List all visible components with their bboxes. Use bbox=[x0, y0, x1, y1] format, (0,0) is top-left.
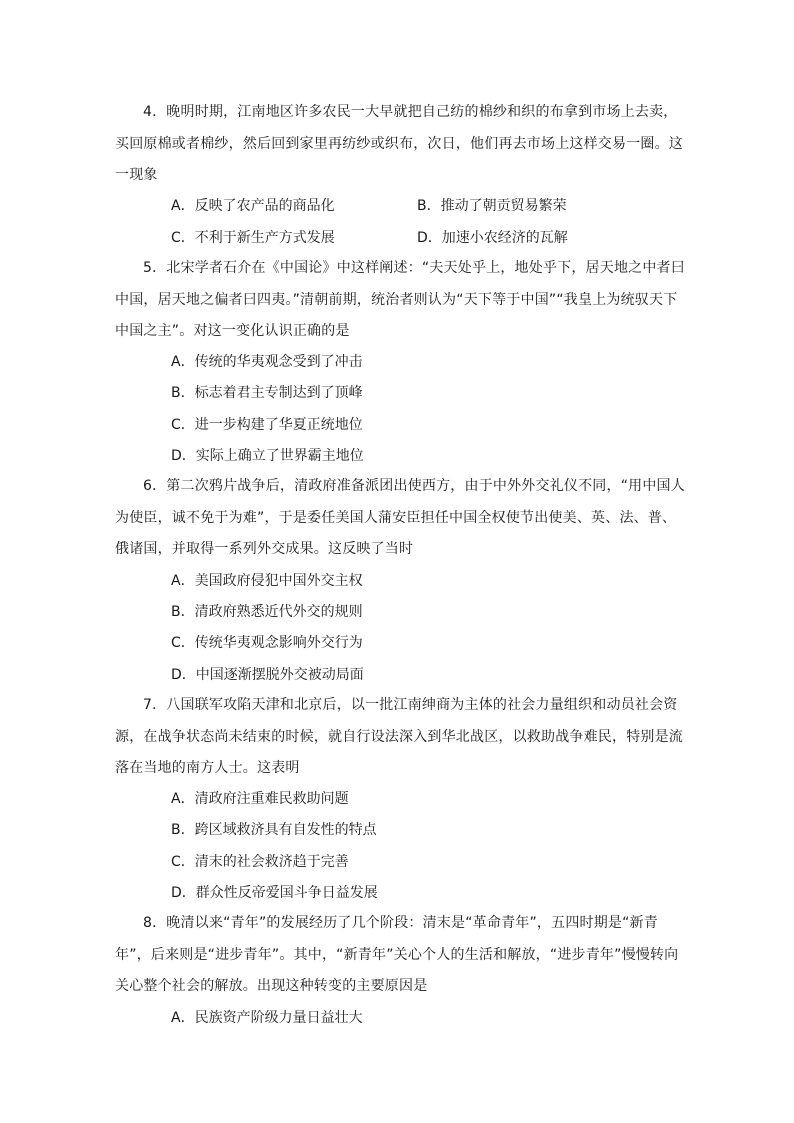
option-d: D．群众性反帝爱国斗争日益发展 bbox=[171, 885, 378, 901]
question-stem: 8．晚清以来“青年”的发展经历了几个阶段：清末是“革命青年”，五四时期是“新青年”，后来则是“进步青年”。其中，“新青年”关心个人的生活和解放，“进步青年”慢慢转向关心整个社会的解放。出现这种转变的主要原因是 bbox=[115, 915, 679, 994]
option-a: A．民族资产阶级力量日益壮大 bbox=[171, 1010, 363, 1026]
option-b: B．跨区域救济具有自发性的特点 bbox=[171, 822, 377, 838]
question-4 bbox=[115, 97, 685, 192]
question-6 bbox=[115, 471, 685, 566]
question-stem: 5．北宋学者石介在《中国论》中这样阐述：“夫天处乎上，地处乎下，居天地之中者曰中国，居天地之偏者曰四夷。”清朝前期，统治者则认为“天下等于中国”“我皇上为统驭天下中国之主”。对这一变化认识正确的是 bbox=[115, 260, 685, 339]
option-c: C．清末的社会救济趋于完善 bbox=[171, 854, 349, 870]
option-a: A．清政府注重难民救助问题 bbox=[171, 791, 349, 807]
option-a: A．美国政府侵犯中国外交主权 bbox=[171, 573, 363, 589]
question-7 bbox=[115, 690, 685, 785]
question-stem: 4．晚明时期，江南地区许多农民一大早就把自己纺的棉纱和织的布拿到市场上去卖，买回原棉或者棉纱，然后回到家里再纺纱或织布，次日，他们再去市场上这样交易一圈。这一现象 bbox=[115, 104, 683, 183]
option-d: D．实际上确立了世界霸主地位 bbox=[171, 448, 364, 464]
option-a: A．传统的华夷观念受到了冲击 bbox=[171, 354, 363, 370]
option-a: A．反映了农产品的商品化 bbox=[171, 198, 335, 214]
option-d: D．加速小农经济的瓦解 bbox=[417, 230, 568, 246]
question-stem: 6．第二次鸦片战争后，清政府准备派团出使西方，由于中外外交礼仪不同，“用中国人为使臣，诚不免于为难”，于是委任美国人蒲安臣担任中国全权使节出使美、英、法、普、俄诸国，并取得一系列外交成果。这反映了当时 bbox=[115, 478, 685, 557]
option-b: B．标志着君主专制达到了顶峰 bbox=[171, 385, 363, 401]
question-stem: 7．八国联军攻陷天津和北京后，以一批江南绅商为主体的社会力量组织和动员社会资源，在战争状态尚未结束的时候，就自行设法深入到华北战区，以救助战争难民，特别是流落在当地的南方人士。这表明 bbox=[115, 697, 683, 776]
question-5 bbox=[115, 253, 685, 348]
option-b: B．推动了朝贡贸易繁荣 bbox=[417, 198, 567, 214]
option-b: B．清政府熟悉近代外交的规则 bbox=[171, 604, 363, 620]
option-d: D．中国逐渐摆脱外交被动局面 bbox=[171, 667, 364, 683]
option-c: C．传统华夷观念影响外交行为 bbox=[171, 635, 363, 651]
option-c: C．进一步构建了华夏正统地位 bbox=[171, 417, 363, 433]
question-8 bbox=[115, 908, 685, 1003]
option-c: C．不利于新生产方式发展 bbox=[171, 230, 335, 246]
